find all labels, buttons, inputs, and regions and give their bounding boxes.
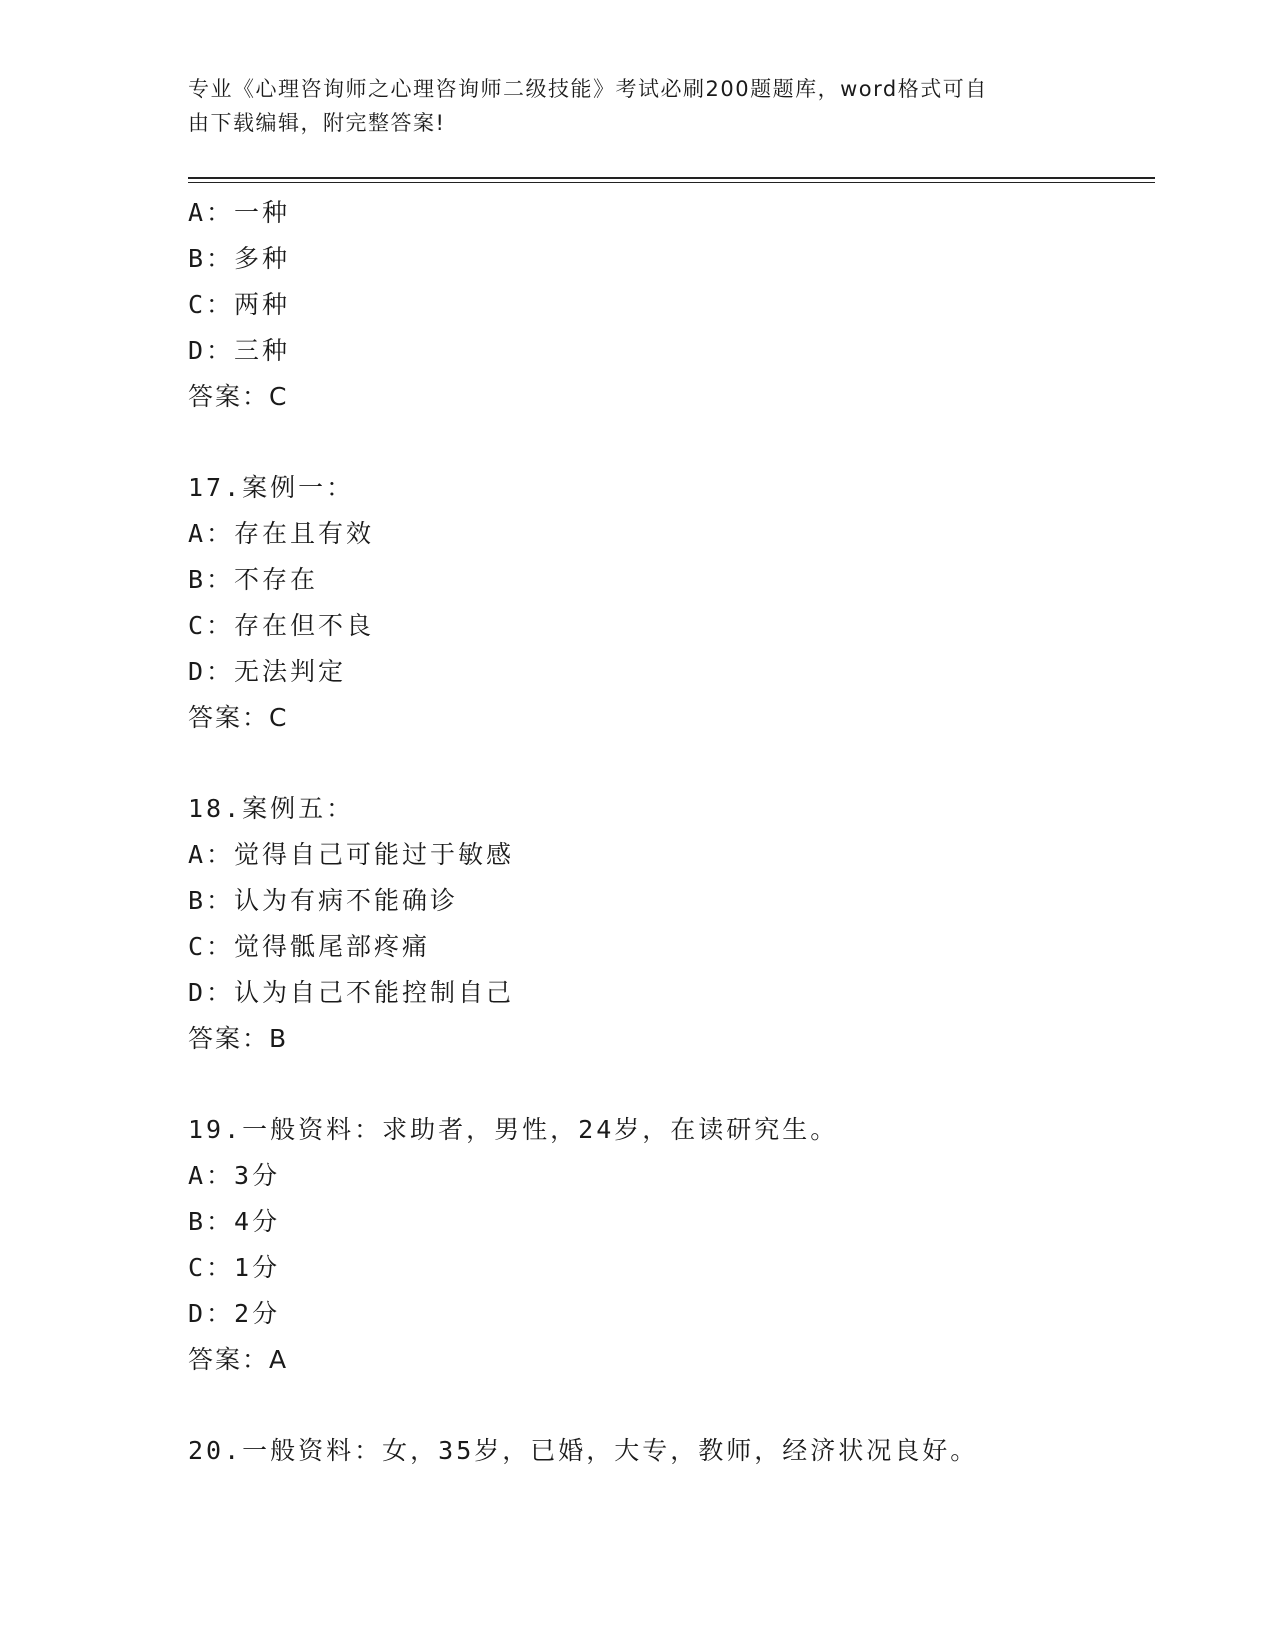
question-text: 17.案例一： <box>188 473 355 502</box>
question-text: 19.一般资料：求助者，男性，24岁，在读研究生。 <box>188 1115 839 1144</box>
option-c: C：存在但不良 <box>188 611 375 640</box>
header-line-1: 专业《心理咨询师之心理咨询师二级技能》考试必刷200题题库，word格式可自 <box>188 77 988 101</box>
option-a: A：一种 <box>188 198 291 227</box>
option-c: C：觉得骶尾部疼痛 <box>188 932 431 961</box>
header-divider-thin <box>188 182 1155 183</box>
question-block-18 <box>188 786 1148 1062</box>
question-list <box>188 190 1148 1474</box>
answer-line: 答案：B <box>188 1024 289 1053</box>
option-c: C：两种 <box>188 290 291 319</box>
option-b: B：4分 <box>188 1207 281 1236</box>
header-divider-thick <box>188 177 1155 179</box>
answer-line: 答案：A <box>188 1345 289 1374</box>
question-text: 20.一般资料：女，35岁，已婚，大专，教师，经济状况良好。 <box>188 1436 979 1465</box>
option-b: B：多种 <box>188 244 291 273</box>
option-c: C：1分 <box>188 1253 281 1282</box>
document-header <box>188 72 1068 140</box>
question-block-17 <box>188 465 1148 741</box>
option-b: B：不存在 <box>188 565 319 594</box>
option-a: A：觉得自己可能过于敏感 <box>188 840 515 869</box>
spacer <box>188 1062 1148 1107</box>
header-line-2: 由下载编辑，附完整答案! <box>188 111 446 135</box>
question-block-16 <box>188 190 1148 420</box>
answer-line: 答案：C <box>188 382 289 411</box>
spacer <box>188 1383 1148 1428</box>
option-a: A：存在且有效 <box>188 519 375 548</box>
option-d: D：三种 <box>188 336 291 365</box>
spacer <box>188 420 1148 465</box>
option-a: A：3分 <box>188 1161 281 1190</box>
answer-line: 答案：C <box>188 703 289 732</box>
option-d: D：认为自己不能控制自己 <box>188 978 515 1007</box>
question-text: 18.案例五： <box>188 794 355 823</box>
option-b: B：认为有病不能确诊 <box>188 886 459 915</box>
question-block-20 <box>188 1428 1148 1474</box>
question-block-19 <box>188 1107 1148 1383</box>
option-d: D：无法判定 <box>188 657 347 686</box>
spacer <box>188 741 1148 786</box>
option-d: D：2分 <box>188 1299 281 1328</box>
